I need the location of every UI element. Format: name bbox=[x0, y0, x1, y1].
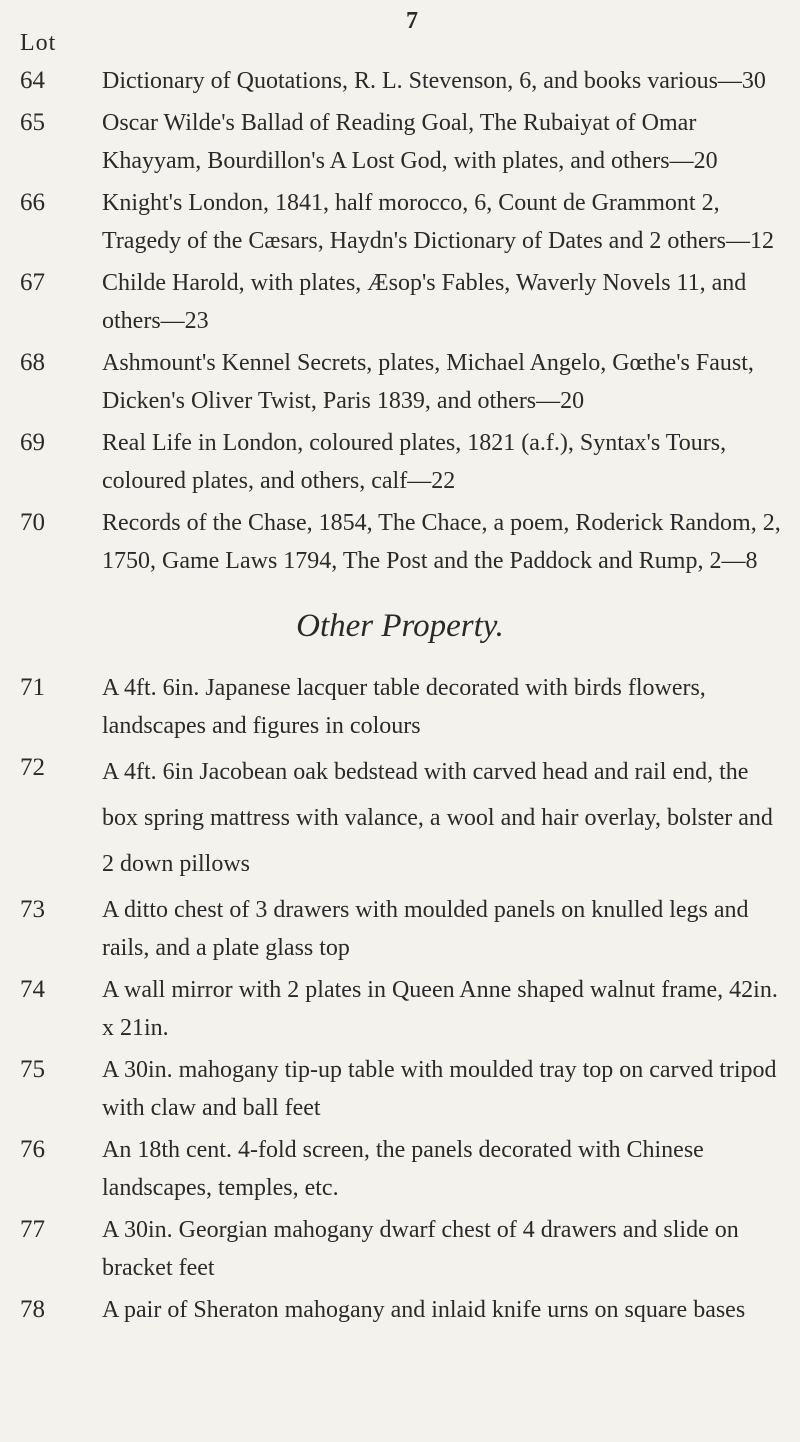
lot-entry bbox=[0, 184, 800, 260]
lot-column-header: Lot bbox=[20, 30, 57, 56]
lot-description: A 30in. Georgian mahogany dwarf chest of 4 drawers and slide on bracket feet bbox=[102, 1217, 739, 1281]
lot-number: 66 bbox=[20, 189, 45, 216]
lot-number: 77 bbox=[20, 1216, 45, 1243]
lot-entry bbox=[0, 891, 800, 967]
lot-number: 64 bbox=[20, 67, 45, 94]
lot-entry bbox=[0, 971, 800, 1047]
lot-number: 76 bbox=[20, 1136, 45, 1163]
lot-entry bbox=[0, 669, 800, 745]
lot-number: 73 bbox=[20, 896, 45, 923]
lot-number: 69 bbox=[20, 429, 45, 456]
lot-number: 70 bbox=[20, 509, 45, 536]
lot-description: Oscar Wilde's Ballad of Reading Goal, The Rubaiyat of Omar Khayyam, Bourdillon's A Lost God, with plates, and others—20 bbox=[102, 110, 718, 174]
lot-description: A 4ft. 6in. Japanese lacquer table decorated with birds flowers, landscapes and figures in colours bbox=[102, 675, 706, 739]
lot-number: 78 bbox=[20, 1296, 45, 1323]
lot-description: A 30in. mahogany tip-up table with moulded tray top on carved tripod with claw and ball feet bbox=[102, 1057, 777, 1121]
lot-description: Ashmount's Kennel Secrets, plates, Michael Angelo, Gœthe's Faust, Dicken's Oliver Twist, Paris 1839, and others—20 bbox=[102, 350, 754, 414]
lot-entry bbox=[0, 1211, 800, 1287]
lot-description: A wall mirror with 2 plates in Queen Anne shaped walnut frame, 42in. x 21in. bbox=[102, 977, 778, 1041]
lot-number: 65 bbox=[20, 109, 45, 136]
lot-entry bbox=[0, 62, 800, 100]
section-heading: Other Property. bbox=[296, 608, 504, 644]
lot-number: 72 bbox=[20, 754, 45, 781]
lot-description: Real Life in London, coloured plates, 1821 (a.f.), Syntax's Tours, coloured plates, and others, calf—22 bbox=[102, 430, 727, 494]
lot-description: A ditto chest of 3 drawers with moulded panels on knulled legs and rails, and a plate glass top bbox=[102, 897, 749, 961]
lot-entry bbox=[0, 1291, 800, 1329]
page-number: 7 bbox=[406, 8, 418, 34]
lot-description: A 4ft. 6in Jacobean oak bedstead with carved head and rail end, the box spring mattress with valance, a wool and hair overlay, bolster and 2 down pillows bbox=[102, 759, 773, 877]
lot-entry bbox=[0, 749, 800, 887]
lot-number: 74 bbox=[20, 976, 45, 1003]
lot-number: 71 bbox=[20, 674, 45, 701]
lot-description: Records of the Chase, 1854, The Chace, a poem, Roderick Random, 2, 1750, Game Laws 1794, The Post and the Paddock and Rump, 2—8 bbox=[102, 510, 781, 574]
lot-entry bbox=[0, 1131, 800, 1207]
lot-entry bbox=[0, 104, 800, 180]
lot-entry bbox=[0, 264, 800, 340]
lot-number: 68 bbox=[20, 349, 45, 376]
lot-description: A pair of Sheraton mahogany and inlaid knife urns on square bases bbox=[102, 1297, 746, 1323]
lot-description: Dictionary of Quotations, R. L. Stevenson, 6, and books various—30 bbox=[102, 68, 766, 94]
lot-description: Childe Harold, with plates, Æsop's Fables, Waverly Novels 11, and others—23 bbox=[102, 270, 747, 334]
lot-description: An 18th cent. 4-fold screen, the panels decorated with Chinese landscapes, temples, etc. bbox=[102, 1137, 704, 1201]
lot-number: 75 bbox=[20, 1056, 45, 1083]
lot-entry bbox=[0, 1051, 800, 1127]
lot-number: 67 bbox=[20, 269, 45, 296]
lot-entry bbox=[0, 424, 800, 500]
lot-description: Knight's London, 1841, half morocco, 6, Count de Grammont 2, Tragedy of the Cæsars, Haydn's Dictionary of Dates and 2 others—12 bbox=[102, 190, 774, 254]
lot-entry bbox=[0, 344, 800, 420]
lot-entry bbox=[0, 504, 800, 580]
